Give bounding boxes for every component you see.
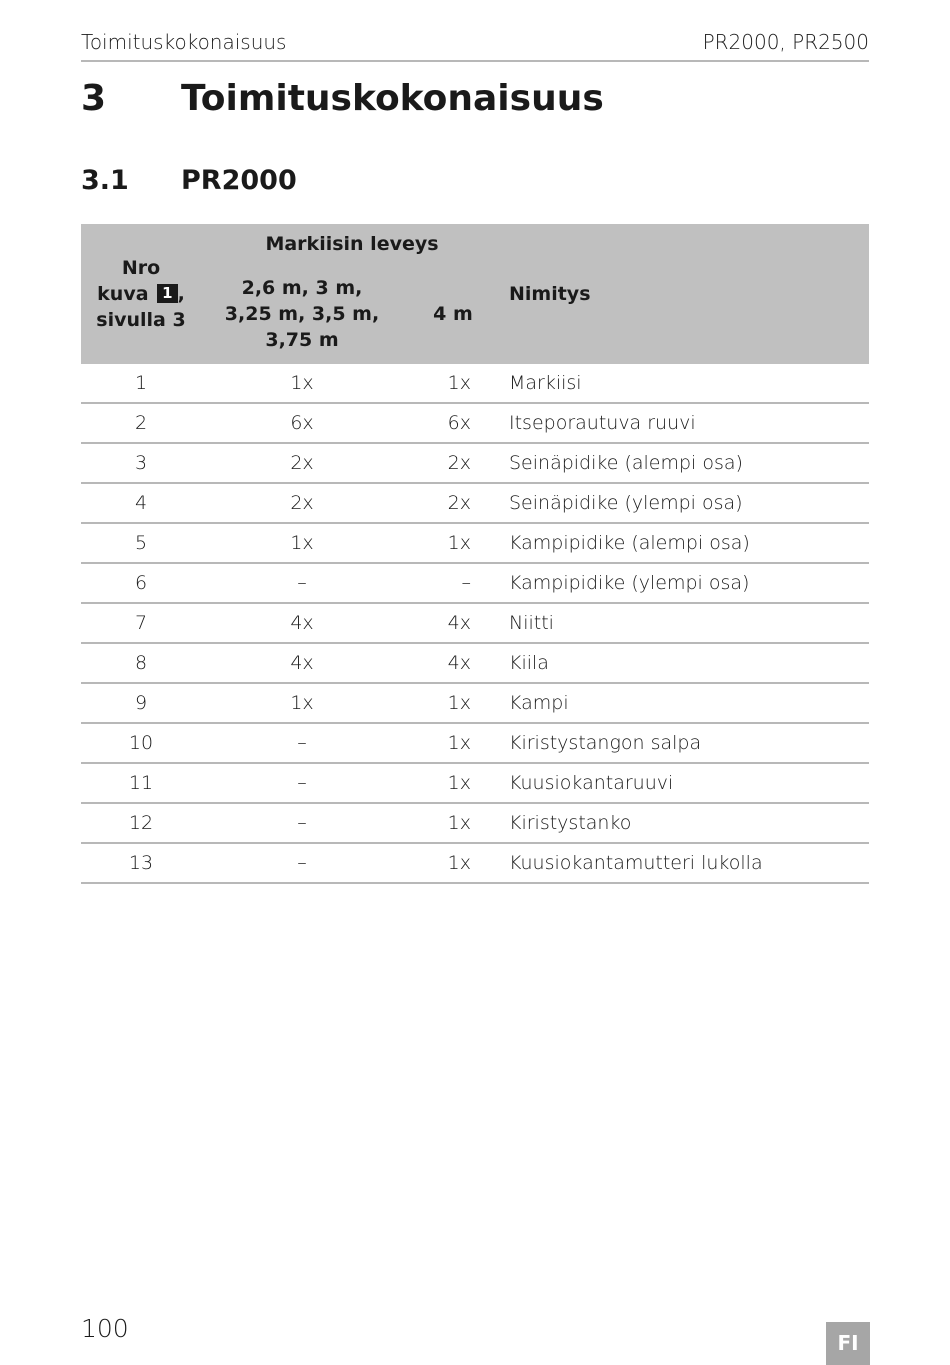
table-row (81, 364, 869, 403)
cell-quantity-large: 1x (403, 843, 503, 883)
cell-name: Markiisi (503, 364, 869, 403)
cell-quantity-small: – (201, 723, 403, 763)
cell-name: Kampipidike (ylempi osa) (503, 563, 869, 603)
cell-quantity-large: – (403, 563, 503, 603)
cell-quantity-small: 4x (201, 643, 403, 683)
table-row (81, 683, 869, 723)
page-number: 100 (81, 1314, 129, 1343)
column-header-name: Nimitys (503, 224, 869, 364)
column-group-header-width: Markiisin leveys (201, 224, 503, 264)
section-title: PR2000 (181, 165, 297, 196)
table-row (81, 723, 869, 763)
table-row (81, 843, 869, 883)
chapter-title: Toimituskokonaisuus (181, 78, 604, 119)
cell-nro: 5 (81, 523, 201, 563)
cell-nro: 2 (81, 403, 201, 443)
cell-quantity-small: 1x (201, 364, 403, 403)
cell-quantity-large: 1x (403, 763, 503, 803)
cell-nro: 3 (81, 443, 201, 483)
cell-nro: 11 (81, 763, 201, 803)
table-row (81, 643, 869, 683)
delivery-scope-table (81, 224, 869, 884)
running-header (81, 30, 869, 62)
running-header-title: Toimituskokonaisuus (81, 30, 287, 54)
table-row (81, 443, 869, 483)
column-header-nro: Nro kuva 1 , sivulla 3 (81, 224, 201, 364)
cell-name: Kiila (503, 643, 869, 683)
cell-name: Kampipidike (alempi osa) (503, 523, 869, 563)
cell-quantity-large: 4x (403, 603, 503, 643)
cell-quantity-small: 1x (201, 683, 403, 723)
cell-quantity-large: 4x (403, 643, 503, 683)
cell-name: Seinäpidike (alempi osa) (503, 443, 869, 483)
chapter-number: 3 (81, 78, 107, 119)
cell-name: Kuusiokantaruuvi (503, 763, 869, 803)
cell-quantity-small: – (201, 803, 403, 843)
cell-quantity-small: 2x (201, 443, 403, 483)
cell-quantity-small: – (201, 763, 403, 803)
cell-name: Seinäpidike (ylempi osa) (503, 483, 869, 523)
table-row (81, 803, 869, 843)
cell-quantity-large: 1x (403, 364, 503, 403)
cell-quantity-large: 6x (403, 403, 503, 443)
cell-nro: 6 (81, 563, 201, 603)
cell-name: Kampi (503, 683, 869, 723)
cell-nro: 12 (81, 803, 201, 843)
cell-quantity-small: 1x (201, 523, 403, 563)
cell-nro: 13 (81, 843, 201, 883)
table-row (81, 603, 869, 643)
cell-quantity-large: 1x (403, 683, 503, 723)
cell-name: Niitti (503, 603, 869, 643)
column-header-width-small: 2,6 m, 3 m, 3,25 m, 3,5 m, 3,75 m (201, 264, 403, 364)
table-row (81, 563, 869, 603)
cell-quantity-large: 1x (403, 803, 503, 843)
cell-nro: 7 (81, 603, 201, 643)
cell-quantity-small: 6x (201, 403, 403, 443)
cell-nro: 4 (81, 483, 201, 523)
cell-quantity-small: 2x (201, 483, 403, 523)
cell-name: Kiristystanko (503, 803, 869, 843)
running-header-models: PR2000, PR2500 (702, 30, 869, 54)
table-row (81, 523, 869, 563)
cell-quantity-small: – (201, 843, 403, 883)
column-header-width-large: 4 m (403, 264, 503, 364)
cell-name: Kuusiokantamutteri lukolla (503, 843, 869, 883)
table-row (81, 403, 869, 443)
cell-nro: 9 (81, 683, 201, 723)
cell-quantity-large: 1x (403, 523, 503, 563)
table-row (81, 763, 869, 803)
cell-quantity-large: 2x (403, 483, 503, 523)
cell-nro: 10 (81, 723, 201, 763)
cell-quantity-small: 4x (201, 603, 403, 643)
language-tab: FI (826, 1322, 870, 1365)
figure-badge: 1 (157, 284, 177, 303)
section-number: 3.1 (81, 165, 129, 196)
table-row (81, 483, 869, 523)
cell-name: Itseporautuva ruuvi (503, 403, 869, 443)
cell-quantity-large: 1x (403, 723, 503, 763)
cell-name: Kiristystangon salpa (503, 723, 869, 763)
cell-quantity-small: – (201, 563, 403, 603)
cell-quantity-large: 2x (403, 443, 503, 483)
cell-nro: 8 (81, 643, 201, 683)
cell-nro: 1 (81, 364, 201, 403)
